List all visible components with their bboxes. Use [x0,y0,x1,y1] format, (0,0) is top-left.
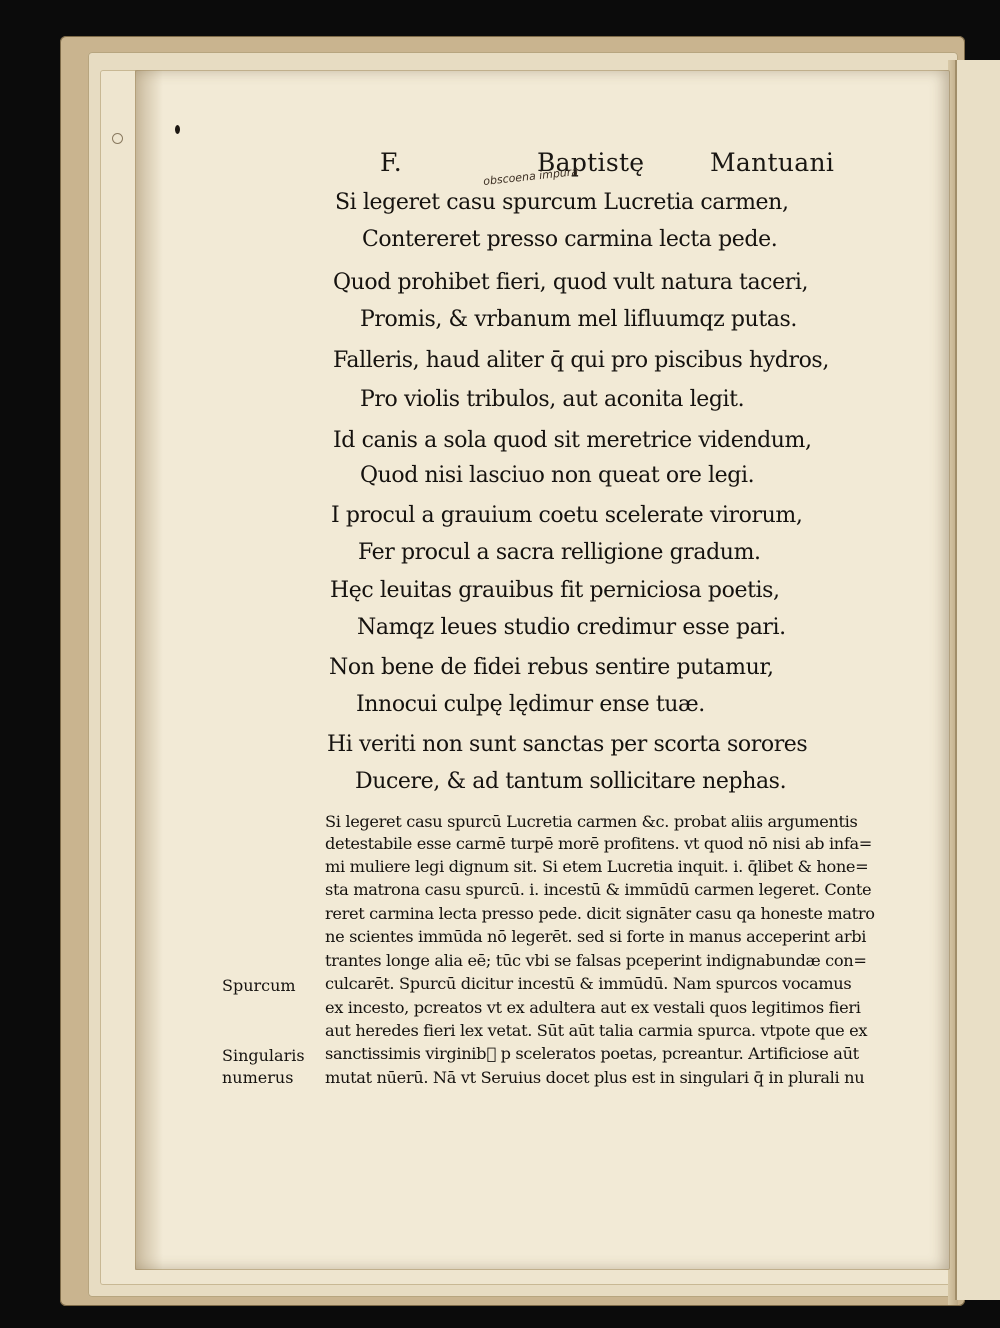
margin-gloss: Spurcum [222,976,296,995]
facing-leaf-edge [955,60,1000,1300]
commentary-line: sta matrona casu spurcū. i. incestū & immūdū carmen legeret. Conte [325,880,872,899]
verse-line: Promis, & vrbanum mel lifluumqz putas. [360,307,797,332]
verse-line: Ducere, & ad tantum sollicitare nephas. [355,769,787,794]
verse-line: Quod nisi lasciuo non queat ore legi. [360,463,755,488]
running-head-author: Baptistę [537,148,645,177]
gutter-shadow [135,70,163,1270]
handwritten-annotation: obscoena impura [482,165,579,188]
commentary-line: mutat nūerū. Nā vt Seruius docet plus est in singulari q̄ in plurali nu [325,1068,865,1087]
commentary-line: culcarēt. Spurcū dicitur incestū & immūdū. Nam spurcos vocamus [325,974,852,993]
commentary-line: mi muliere legi dignum sit. Si etem Lucretia inquit. i. q̄libet & hone= [325,857,869,876]
verse-line: Non bene de fidei rebus sentire putamur, [329,655,774,680]
verse-line: Hęc leuitas grauibus fit perniciosa poetis, [330,578,780,603]
verse-line: Contereret presso carmina lecta pede. [362,227,778,252]
verse-line: Innocui culpę lędimur ense tuæ. [356,692,705,717]
verse-line: I procul a grauium coetu scelerate virorum, [331,503,803,528]
margin-hole-mark [112,133,123,144]
commentary-line: reret carmina lecta presso pede. dicit signāter casu qa honeste matro [325,904,875,923]
commentary-line: sanctissimis virginib᷒ p sceleratos poetas, pcreantur. Artificiose aūt [325,1044,859,1063]
verse-line: Id canis a sola quod sit meretrice videndum, [333,428,812,453]
margin-gloss: numerus [222,1068,294,1087]
commentary-line: trantes longe alia eē; tūc vbi se falsas pceperint indignabundæ con= [325,951,867,970]
ink-dot [175,125,180,134]
commentary-line: Si legeret casu spurcū Lucretia carmen &c. probat aliis argumentis [325,812,858,831]
verse-line: Quod prohibet fieri, quod vult natura taceri, [333,270,809,295]
verse-line: Pro violis tribulos, aut aconita legit. [360,387,745,412]
verse-line: Si legeret casu spurcum Lucretia carmen, [335,190,789,215]
verse-line: Falleris, haud aliter q̄ qui pro piscibus hydros, [333,348,829,373]
verse-line: Hi veriti non sunt sanctas per scorta sorores [327,732,808,757]
running-head-name: Mantuani [710,148,835,177]
signature-mark: F. [380,148,402,177]
commentary-line: ne scientes immūda nō legerēt. sed si forte in manus acceperint arbi [325,927,867,946]
margin-gloss: Singularis [222,1046,305,1065]
commentary-line: detestabile esse carmē turpē morē profitens. vt quod nō nisi ab infa= [325,834,873,853]
verse-line: Fer procul a sacra relligione gradum. [358,540,761,565]
commentary-line: ex incesto, pcreatos vt ex adultera aut ex vestali quos legitimos fieri [325,998,861,1017]
verse-line: Namqz leues studio credimur esse pari. [357,615,786,640]
commentary-line: aut heredes fieri lex vetat. Sūt aūt talia carmia spurca. vtpote que ex [325,1021,868,1040]
